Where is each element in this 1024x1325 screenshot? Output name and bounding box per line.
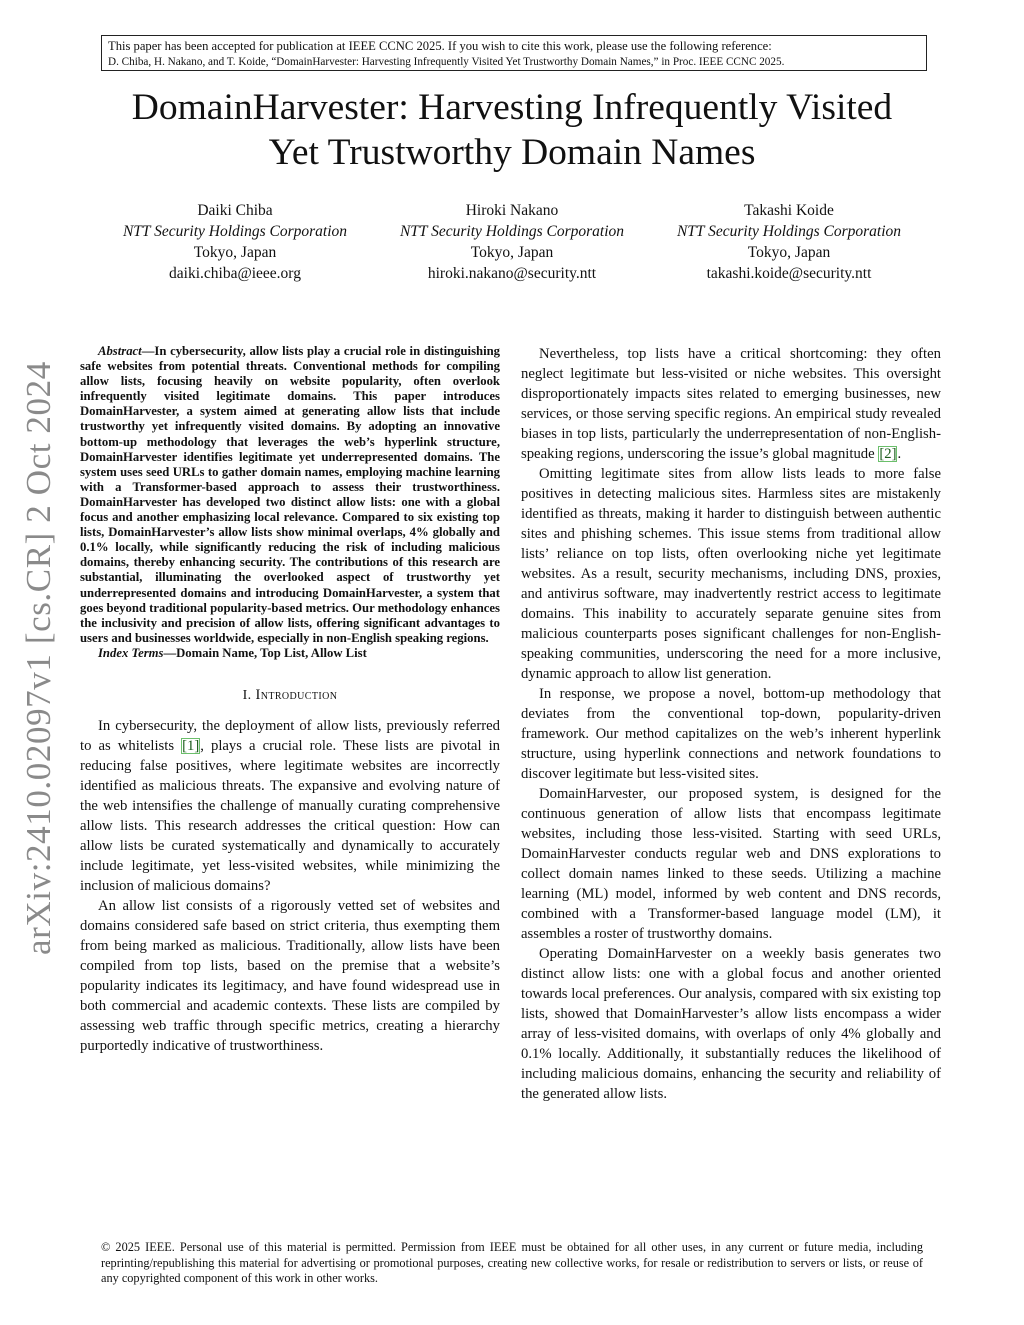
index-terms-text: —Domain Name, Top List, Allow List [163,645,367,660]
author-affiliation: NTT Security Holdings Corporation [676,223,902,240]
author-email: daiki.chiba@ieee.org [169,265,301,282]
paragraph-text: . [897,446,902,462]
author-name: Hiroki Nakano [465,202,559,219]
paper-title-line1: DomainHarvester: Harvesting Infrequently Visited [131,87,893,128]
citation-link-2[interactable]: [2] [879,446,897,462]
author-email: takashi.koide@security.ntt [706,265,872,282]
author-name: Takashi Koide [744,202,834,219]
copyright-notice: © 2025 IEEE. Personal use of this material is permitted. Permission from IEEE must be obtained for all other uses, in any current or future media, including reprinting/republishing this material for advertising or promotional purposes, creating new collective works, for resale or redistribution to servers or lists, or reuse of any copyrighted component of this work in other works. [101,1240,923,1285]
arxiv-identifier: arXiv:2410.02097v1 [cs.CR] 2 Oct 2024 [19,361,58,955]
intro-paragraph-2: An allow list consists of a rigorously vetted set of websites and domains considered safe based on strict criteria, thus exempting them from being marked as malicious. Traditionally, allow lists have been compiled from top lists, based on the premise that a website’s popularity indicates its legitimacy, and have found widespread use in both commercial and academic contexts. These lists are compiled by assessing web traffic through specific metrics, creating a hierarchy purportedly indicative of trustworthiness. [80,897,500,1054]
intro-paragraph-7: Operating DomainHarvester on a weekly basis generates two distinct allow lists: one with a global focus and another oriented towards local preferences. Our analysis, compared with six existing top lists, showed that DomainHarvester’s allow lists encompass a wider array of less-visited domains, with overlaps of only 4% globally and 0.1% locally. Additionally, it substantially reduces the likelihood of including malicious domains, enhancing the security and reliability of the generated allow lists. [521,946,941,1102]
author-block-2 [362,200,662,284]
section-number: I. [242,687,256,703]
paragraph-text: In cybersecurity, the deployment of allow lists, previously referred to as whitelists [80,717,500,754]
citation-notice-line2: D. Chiba, H. Nakano, and T. Koide, “DomainHarvester: Harvesting Infrequently Visited Yet Trustworthy Domain Names,” in Proc. IEEE CCNC 2025. [108,56,785,68]
author-location: Tokyo, Japan [193,244,277,261]
section-heading-introduction [80,687,500,704]
section-title: Introduction [255,686,338,703]
index-terms-label: Index Terms [98,645,164,660]
author-location: Tokyo, Japan [747,244,831,261]
abstract-text: —In cybersecurity, allow lists play a crucial role in distinguishing safe websites from potential threats. Conventional methods for compiling allow lists, focusing heavily on website popularity, often overlook infrequently visited legitimate domains. This paper introduces DomainHarvester, a system aimed at generating allow lists that include trustworthy yet infrequently visited domains. By adopting an innovative bottom-up methodology that leverages the web’s hyperlink structure, DomainHarvester identifies legitimate yet underrepresented domains. The system uses seed URLs to gather domain names, employing machine learning with a Transformer-based approach to assess their trustworthiness. DomainHarvester has developed two distinct allow lists: one with a global focus and another emphasizing local relevance. Compared to six existing top lists, DomainHarvester’s allow lists show minimal overlaps, 4% globally and 0.1% locally, while significantly reducing the risk of including malicious domains, thereby enhancing security. The contributions of this research are substantial, illuminating the overlooked aspect of trustworthy yet underrepresented domains and introducing DomainHarvester, a system that goes beyond traditional popularity-based metrics. Our methodology enhances the inclusivity and precision of allow lists, offering significant advantages to users and businesses worldwide, especially in non-English speaking regions. [80,344,500,645]
author-block-1 [85,200,385,284]
paragraph-text: Nevertheless, top lists have a critical shortcoming: they often neglect legitimate but less-visited or niche websites. This oversight disproportionately impacts sites related to emerging businesses, new services, or those serving specific regions. An empirical study revealed biases in top lists, particularly the underrepresentation of non-English-speaking regions, underscoring the issue’s global magnitude [521,346,941,462]
abstract-label: Abstract [98,344,142,358]
right-column [521,344,941,1104]
intro-paragraph-6: DomainHarvester, our proposed system, is designed for the continuous generation of allow lists that encompass legitimate websites, including those less-visited. Starting with seed URLs, DomainHarvester conducts regular web and DNS explorations to collect domain names linked to these seeds. Utilizing a machine learning (ML) model, informed by web content and DNS records, combined with a Transformer-based language model (LM), it assembles a roster of trustworthy domains. [521,786,941,942]
index-terms [80,646,500,661]
paper-title [60,85,964,175]
paper-title-line2: Yet Trustworthy Domain Names [268,132,756,173]
author-affiliation: NTT Security Holdings Corporation [122,223,348,240]
author-affiliation: NTT Security Holdings Corporation [399,223,625,240]
left-column [80,344,500,1056]
intro-paragraph-5: In response, we propose a novel, bottom-up methodology that deviates from the conventional top-down, popularity-driven framework. Our method capitalizes on the web’s inherent hyperlink structure, using hyperlink connections and network foundations to discover legitimate but less-visited sites. [521,686,941,782]
author-email: hiroki.nakano@security.ntt [427,265,597,282]
author-location: Tokyo, Japan [470,244,554,261]
paragraph-text: , plays a crucial role. These lists are pivotal in reducing false positives, where legitimate websites are incorrectly identified as malicious threats. The expansive and evolving nature of the web intensifies the challenge of manually curating comprehensive allow lists. This research addresses the critical question: How can allow lists be curated systematically and dynamically to accurately include legitimate, yet less-visited websites, while minimizing the inclusion of malicious domains? [80,737,500,894]
citation-notice-box [101,35,927,71]
citation-notice-line1: This paper has been accepted for publication at IEEE CCNC 2025. If you wish to cite this work, please use the following reference: [108,39,772,53]
intro-paragraph-1 [80,716,500,896]
abstract [80,344,500,646]
author-block-3 [639,200,939,284]
intro-paragraph-4: Omitting legitimate sites from allow lists leads to more false positives in detecting malicious sites. Harmless sites are mistakenly identified as threats, making it harder to distinguish between authentic sites and phishing schemes. This issue stems from traditional allow lists’ reliance on top lists, often overlooking niche yet legitimate websites. As a result, security mechanisms, including DNS, proxies, and antivirus software, may inadvertently restrict access to legitimate domains. This inability to accurately separate genuine sites from malicious counterparts poses significant challenges for non-English-speaking communities, underscoring the need for a more inclusive, dynamic approach to allow list generation. [521,466,941,682]
citation-link-1[interactable]: [1] [182,737,200,754]
intro-paragraph-3 [521,344,941,464]
author-name: Daiki Chiba [197,202,273,219]
